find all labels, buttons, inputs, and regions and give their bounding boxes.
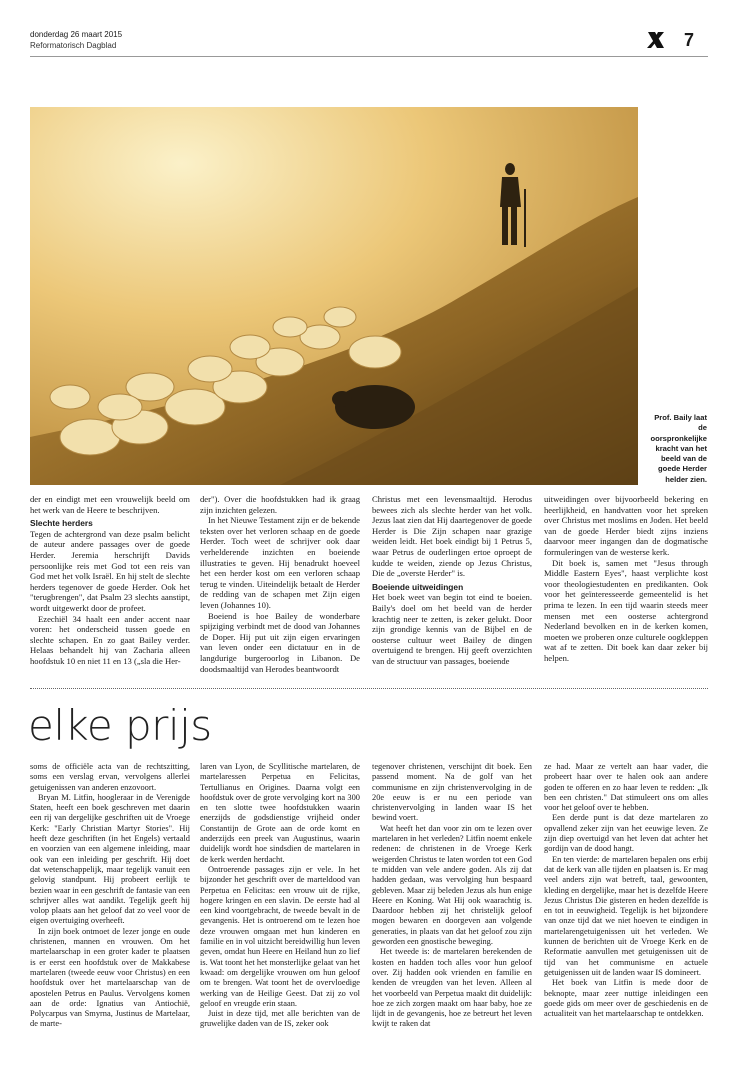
paragraph: ze had. Maar ze vertelt aan haar vader, die probeert haar over te halen ook aan andere goden te offeren en zo haar leven te redden: „Ik ben een christen." Dat stimuleert ons om alles voor het geloof over te hebben. bbox=[544, 762, 708, 813]
paragraph: tegenover christenen, verschijnt dit boek. Een passend moment. Na de golf van het communisme en zijn christenvervolging in de 20e eeuw is er nu een periode van christenvervolging in landen waar IS het bewind voert. bbox=[372, 762, 532, 823]
paragraph: Het boek weet van begin tot eind te boeien. Baily's doel om het beeld van de herder krachtig neer te zetten, is zeker gelukt. Door zijn grondige kennis van de Bijbel en de oosterse cultuur weet Bailey de dingen overtuigend te brengen. Hij geeft overzichten van de structuur van passages, boeiende bbox=[372, 592, 532, 666]
shepherd-photo bbox=[30, 107, 638, 485]
top-article-column-4 bbox=[544, 494, 708, 664]
paragraph: Tegen de achtergrond van deze psalm belicht de auteur andere passages over de goede Herder. Jeremia herschrijft Davids persoonlijke reis met God tot een reis van God met het volk Israël. En hij stelt de slechte herders tegenover de goede Herder. Ook het "terugbrengen", dat Psalm 23 slechts aanstipt, wordt uitgewerkt door de profeet. bbox=[30, 528, 190, 613]
header-divider bbox=[30, 56, 708, 57]
paragraph: Christus met een levensmaaltijd. Herodus bewees zich als slechte herder van het volk. Jezus laat zien dat Hij daartegenover de goede Herder is Die Zijn schapen naar grazige weiden leidt. Het boek eindigt bij 1 Petrus 5, waar Petrus de ouderlingen ertoe oproept de kudde te weiden, ziende op Jezus Christus, Die de „overste Herder" is. bbox=[372, 494, 532, 579]
paragraph: der en eindigt met een vrouwelijk beeld om het werk van de Heere te beschrijven. bbox=[30, 494, 190, 515]
paragraph: Juist in deze tijd, met alle berichten van de gruwelijke daden van de IS, zeker ook bbox=[200, 1009, 360, 1029]
article-headline: elke prijs bbox=[28, 701, 212, 750]
paragraph: laren van Lyon, de Scyllitische martelaren, de martelaressen Perpetua en Felicitas, Tertullianus en Origines. Daarna volgt een hoofdstuk over de grote vervolging kort na 300 en ten slotte twee hoofdstukken waarin enerzijds de godsdienstige vrijheid onder Constantijn de Grote aan de orde komt en anderzijds een preek van Augustinus, waarin duidelijk wordt hoe sindsdien de martelaren in de kerk werden herdacht. bbox=[200, 762, 360, 864]
cross-logo-icon bbox=[646, 30, 666, 50]
subheading: Slechte herders bbox=[30, 518, 93, 529]
paragraph: Dit boek is, samen met "Jesus through Middle Eastern Eyes", haast verplichte kost voor theologiestudenten en predikanten. Ook voor het geïnteresseerde gemeentelid is het prima te lezen. In een tijd waarin steeds meer mensen met een oosterse achtergrond Nederland bevolken en in de kerken komen, moeten we proberen onze culturele oogkleppen wat af te zetten. Dit boek kan daar zeker bij helpen. bbox=[544, 557, 708, 663]
paragraph: der"). Over die hoofdstukken had ik graag zijn inzichten gelezen. bbox=[200, 494, 360, 515]
paragraph: Een derde punt is dat deze martelaren zo opvallend zeker zijn van het eeuwige leven. Ze zijn diep overtuigd van het leven dat achter het gordijn van de dood hangt. bbox=[544, 813, 708, 854]
page-number: 7 bbox=[684, 30, 695, 50]
bottom-article-column-3 bbox=[372, 762, 532, 1030]
paragraph: Het boek van Litfin is mede door de beknopte, maar zeer nuttige inleidingen een goede gids om meer over de geschiedenis en de actualiteit van het martelaarschap te ontdekken. bbox=[544, 978, 708, 1019]
paragraph: Bryan M. Litfin, hoogleraar in de Verenigde Staten, heeft een boek geschreven met daarin een rij van dergelijke geschriften uit de Vroege Kerk: "Early Christian Martyr Stories". Hij heeft deze geschriften (in het Engels) vertaald en voorzien van een algemene inleiding, maar ook van een inleiding per geschrift. Hij doet dat wetenschappelijk, maar tegelijk vanuit een gelovig standpunt. Hij probeert eerlijk te bezien waar in een geschrift de fantasie van een schrijver alles wat aandikt. Tegelijk geeft hij volop plaats aan het geloof dat zo veel voor de eigen overtuiging overheeft. bbox=[30, 792, 190, 926]
paragraph: soms de officiële acta van de rechtszitting, soms een verslag ervan, vervolgens allerlei getuigenissen van anderen enzovoort. bbox=[30, 762, 190, 792]
page-date: donderdag 26 maart 2015 bbox=[30, 30, 123, 39]
paragraph: Ezechiël 34 haalt een ander accent naar voren: het onderscheid tussen goede en slechte schapen. En zo gaat Bailey verder. Helaas behandelt hij van Zacharia alleen hoofdstuk 10 en niet 11 en 13 („sla die Her- bbox=[30, 613, 190, 666]
top-article-column-1 bbox=[30, 494, 190, 667]
paragraph: In zijn boek ontmoet de lezer jonge en oude christenen, mannen en vrouwen. Om het martelaarschap in een groter kader te plaatsen is er eerst een hoofdstuk over de Makkabese martelaren (tweede eeuw voor Christus) en een hoofdstuk over het martelaarschap van de apostelen Petrus en Paulus. Vervolgens komen aan de orde: Ignatius van Antiochië, Polycarpus van Smyrna, Justinus de Martelaar, de marte- bbox=[30, 926, 190, 1029]
paragraph: uitweidingen over bijvoorbeeld bekering en heerlijkheid, en handvatten voor het spreken over Christus met moslims en Joden. Het beeld van de goede Herder biedt zijns inziens daarvoor meer ingangen dan de dogmatische formuleringen van de westerse kerk. bbox=[544, 494, 708, 557]
paragraph: Wat heeft het dan voor zin om te lezen over martelaren in het verleden? Litfin noemt enkele redenen: de christenen in de Vroege Kerk weigerden Christus te laten worden tot een God te midden van vele andere goden. Als zij dat hadden gedaan, was vervolging hun bespaard gebleven. Maar zij beleden Jezus als hun enige Heere en Koning. Wat Hij ook waarachtig is. Daardoor hebben zij het christelijk geloof mogen bewaren en doorgeven aan volgende generaties, in plaats van dat het geloof zou zijn geworden een gnostische beweging. bbox=[372, 823, 532, 947]
bottom-article-column-1 bbox=[30, 762, 190, 1030]
paragraph: En ten vierde: de martelaren bepalen ons erbij dat de kerk van alle tijden en plaatsen is. Er mag veel anders zijn wat betreft, taal, gewoonten, kleding en dergelijke, maar het is dezelfde Heere Jezus Christus Die gisteren en heden dezelfde is en tot in eeuwigheid. Tegelijk is het bijzondere van onze tijd dat we niet hoeven te eindigen in martelarengetuigenissen uit het verleden. We kunnen de berichten uit de Vroege Kerk en de Reformatie aanvullen met getuigenissen uit de tijd van het communisme en actuele getuigenissen uit de landen waar IS domineert. bbox=[544, 854, 709, 977]
paragraph: Het tweede is: de martelaren berekenden de kosten en hadden toch alles voor hun geloof over. Zij hadden ook vrienden en familie en kenden de vreugden van het leven. Alleen al het voorbeeld van Perpetua maakt dit duidelijk: hoe ze zich zorgen maakt om haar baby, hoe ze lijdt in de gevangenis, hoe ze betreurt het leven kwijt te raken dat bbox=[372, 947, 532, 1029]
top-article-column-3 bbox=[372, 494, 532, 667]
paragraph: In het Nieuwe Testament zijn er de bekende teksten over het verloren schaap en de goede Herder. Toch weet de schrijver ook daar verhelderende inzichten en boeiende illustraties te geven. Hij benadrukt hoeveel het een herder kost om een verloren schaap terug te vinden. Uiteindelijk betaalt de Herder de redding van de schapen met Zijn eigen leven (Johannes 10). bbox=[200, 515, 360, 610]
section-divider bbox=[30, 688, 708, 689]
bottom-article-column-4 bbox=[544, 762, 708, 1019]
paragraph: Ontroerende passages zijn er vele. In het bijzonder het geschrift over de marteldood van Perpetua en Felicitas: een vrouw uit de rijke, hogere kringen en een slavin. De eerste had al een kind voortgebracht, de tweede bevalt in de gevangenis. Het is ontroerend om te lezen hoe deze vrouwen omgaan met hun kinderen en familie en in vol uitzicht bereidwillig hun leven geven, omdat hun Heere en Heiland hun zo lief is. Wat toont het het monsterlijke gelaat van het kwaad: om dergelijke vrouwen om hun geloof om te brengen. Wat toont het de overvloedige werking van de Heilige Geest. Dat zij zo vol geloof en vreugde erin staan. bbox=[200, 864, 360, 1008]
newspaper-name: Reformatorisch Dagblad bbox=[30, 41, 117, 50]
bottom-article-column-2 bbox=[200, 762, 360, 1030]
top-article-column-2 bbox=[200, 494, 360, 674]
subheading: Boeiende uitweidingen bbox=[372, 581, 464, 592]
paragraph: Boeiend is hoe Bailey de wonderbare spijziging verbindt met de dood van Johannes de Doper. Hij put uit zijn eigen ervaringen van leven onder een dictatuur en in de langdurige burgeroorlog in Libanon. De doodsmaaltijd van Herodes beantwoordt bbox=[200, 610, 360, 674]
photo-caption: Prof. Baily laat de oorspronkelijke kracht van het beeld van de goede Herder helder zien. bbox=[650, 413, 707, 484]
